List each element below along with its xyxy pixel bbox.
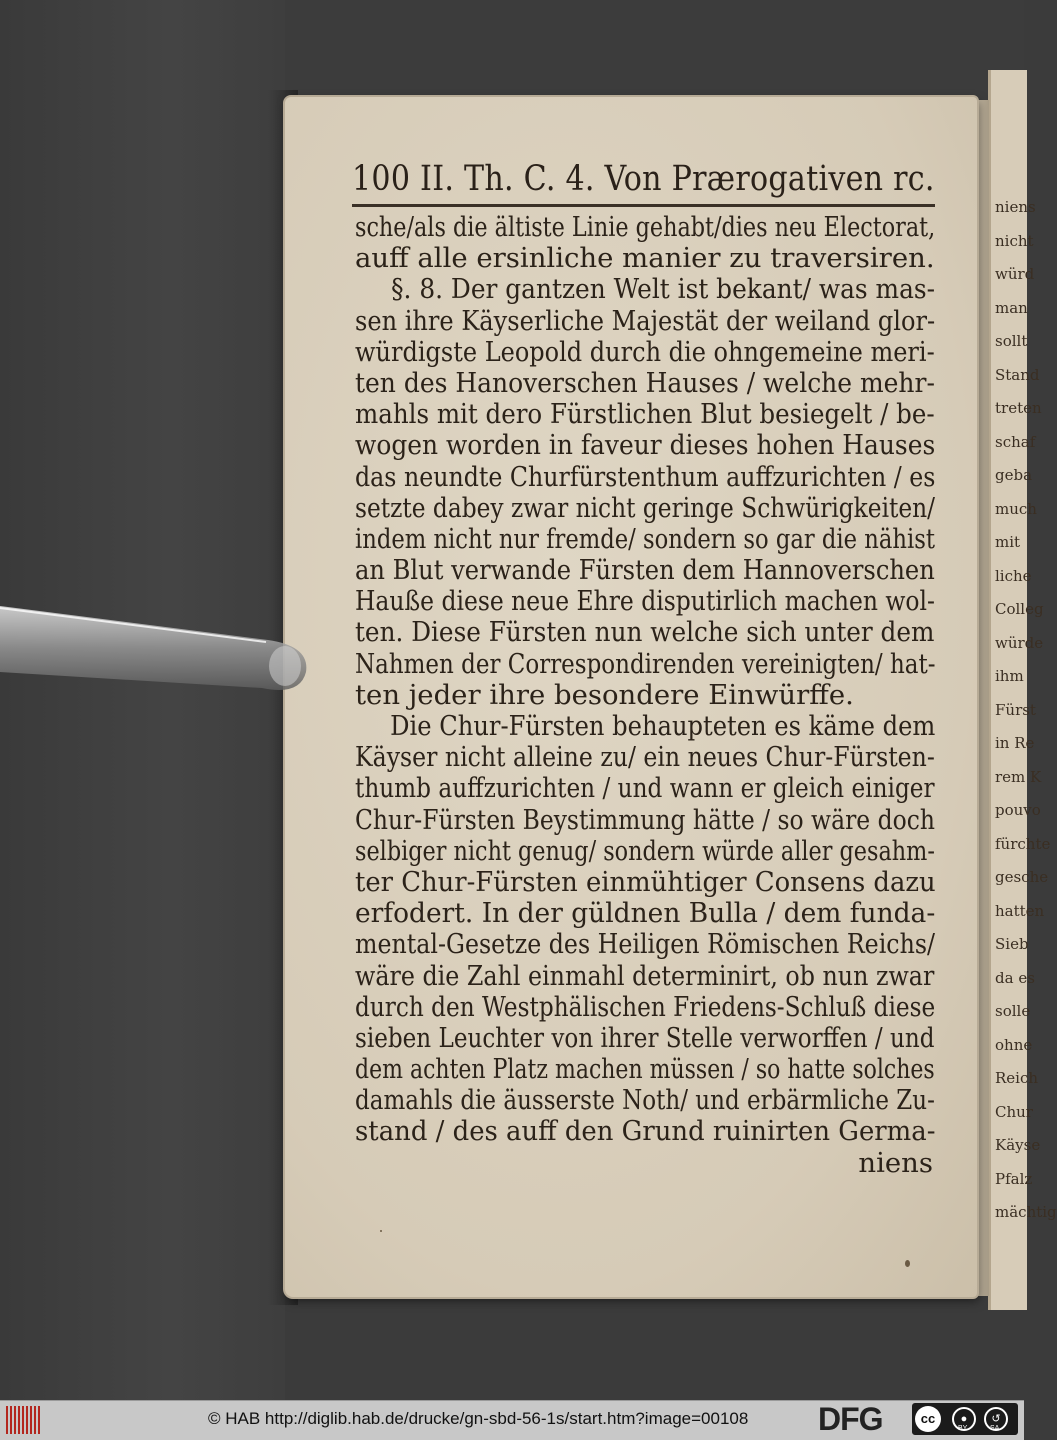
facing-page-fragment: ihm <box>995 667 1024 685</box>
text-line: durch den Westphälischen Friedens-Schluß diese <box>355 990 936 1023</box>
paper-speck <box>905 1260 910 1267</box>
text-line: Die Chur-Fürsten behaupteten es käme dem <box>390 710 936 742</box>
facing-page-fragment: schaf <box>995 432 1036 451</box>
facing-page-fragment: man <box>995 298 1028 317</box>
page-edge <box>975 100 989 1296</box>
facing-page-fragment: fürchte <box>995 834 1051 853</box>
background-top <box>285 0 1024 100</box>
facing-page-fragment: hatten <box>995 901 1045 920</box>
text-line: wogen worden in faveur dieses hohen Hauses <box>355 429 936 462</box>
text-line: ten jeder ihre besondere Einwürffe. <box>355 678 854 711</box>
text-line: dem achten Platz machen müssen / so hatte solches <box>355 1053 935 1086</box>
text-line: ten des Hanoverschen Hauses / welche mehr- <box>355 366 935 399</box>
dfg-logo: DFG <box>818 1401 883 1437</box>
text-line: das neundte Churfürstenthum auffzurichten / es <box>355 460 936 493</box>
facing-page-fragment: mächtig <box>995 1203 1057 1221</box>
facing-page-fragment: geba <box>995 466 1033 484</box>
text-line: mental-Gesetze des Heiligen Römischen Reichs/ <box>355 928 935 961</box>
cc-license-badge[interactable] <box>912 1403 1018 1435</box>
text-line: ter Chur-Fürsten einmühtiger Consens dazu <box>355 865 936 898</box>
facing-page-fragment: ohne <box>995 1035 1033 1054</box>
facing-page-fragment: nicht <box>995 231 1034 250</box>
text-line: §. 8. Der gantzen Welt ist bekant/ was mas- <box>391 273 936 306</box>
facing-page-fragment: sollt <box>995 332 1028 350</box>
facing-page-fragment: much <box>995 499 1037 518</box>
text-line: indem nicht nur fremde/ sondern so gar die nähist <box>355 522 935 555</box>
text-line: sieben Leuchter von ihrer Stelle verworffen / und <box>355 1021 935 1054</box>
text-line: mahls mit dero Fürstlichen Blut besiegelt / be- <box>355 398 935 431</box>
license-sa-label: SA <box>990 1425 1000 1432</box>
copyright-credit-link[interactable]: © HAB http://diglib.hab.de/drucke/gn-sbd-56-1s/start.htm?image=00108 <box>208 1409 749 1428</box>
text-line: selbiger nicht genug/ sondern würde aller gesahm- <box>355 834 935 867</box>
running-head: 100 II. Th. C. 4. Von Prærogativen rc. <box>352 159 935 199</box>
person-icon: ● <box>952 1407 976 1431</box>
page-holder-wand <box>0 598 310 694</box>
running-head-rule <box>352 204 935 207</box>
text-line: sen ihre Käyserliche Majestät der weiland glor- <box>355 304 936 337</box>
background-left <box>0 0 285 1400</box>
text-line: Nahmen der Correspondirenden vereinigten/ hat- <box>355 647 936 680</box>
facing-page-fragment: Pfalz <box>995 1169 1033 1188</box>
facing-page-fragment: Colleg <box>995 600 1044 618</box>
facing-page-fragment: würd <box>995 265 1035 283</box>
text-line: auff alle ersinliche manier zu traversiren. <box>355 242 935 275</box>
text-line: stand / des auff den Grund ruinirten Germa- <box>355 1115 936 1148</box>
facing-page-fragment: pouvo <box>995 801 1041 819</box>
text-line: damahls die äusserste Noth/ und erbärmliche Zu- <box>355 1084 935 1117</box>
text-line: Käyser nicht alleine zu/ ein neues Chur-Fürsten- <box>355 741 935 774</box>
text-line: ten. Diese Fürsten nun welche sich unter dem <box>355 616 935 649</box>
facing-page-fragment: Fürst <box>995 700 1036 719</box>
facing-page-fragment: in Re <box>995 734 1035 752</box>
share-alike-icon: ↺ <box>984 1407 1008 1431</box>
facing-page-fragment: mit <box>995 533 1021 551</box>
paper-speck <box>380 1230 382 1232</box>
facing-page-fragment: Reich <box>995 1069 1039 1087</box>
facing-page <box>988 70 1057 1310</box>
facing-page-fragment: niens <box>995 198 1036 216</box>
cc-icon: cc <box>915 1406 941 1432</box>
page-body-text <box>355 212 935 1179</box>
text-line: an Blut verwande Fürsten dem Hannoverschen <box>355 554 935 587</box>
facing-page-fragment: da es <box>995 968 1035 987</box>
text-line: thumb auffzurichten / und wann er gleich einiger <box>355 772 935 805</box>
facing-page-fragment: Stand <box>995 365 1040 384</box>
text-line: setzte dabey zwar nicht geringe Schwürigkeiten/ <box>355 491 936 524</box>
facing-page-fragment: Chur <box>995 1102 1033 1121</box>
text-line: Chur-Fürsten Beystimmung hätte / so wäre doch <box>355 803 935 836</box>
facing-page-fragment: Käyse <box>995 1136 1041 1154</box>
facing-page-fragment: solle <box>995 1002 1031 1020</box>
facing-page-fragment: rem K <box>995 767 1042 786</box>
text-line: niens <box>858 1146 933 1179</box>
facing-page-fragment: liche <box>995 566 1032 585</box>
text-line: wäre die Zahl einmahl determinirt, ob nun zwar <box>355 959 935 992</box>
facing-page-fragment: würde <box>995 633 1044 652</box>
text-line: Hauße diese neue Ehre disputirlich machen wol- <box>355 585 935 618</box>
license-by-label: BY <box>958 1425 968 1432</box>
text-line: sche/als die ältiste Linie gehabt/dies neu Electorat, <box>355 211 936 243</box>
text-line: würdigste Leopold durch die ohngemeine meri- <box>355 335 935 368</box>
facing-page-fragment: treten <box>995 399 1042 417</box>
facing-page-fragment: Sieb <box>995 935 1029 953</box>
text-line: erfodert. In der güldnen Bulla / dem funda- <box>355 897 936 930</box>
facing-page-fragment: gesche <box>995 868 1049 886</box>
hab-barcode-icon <box>6 1406 40 1434</box>
